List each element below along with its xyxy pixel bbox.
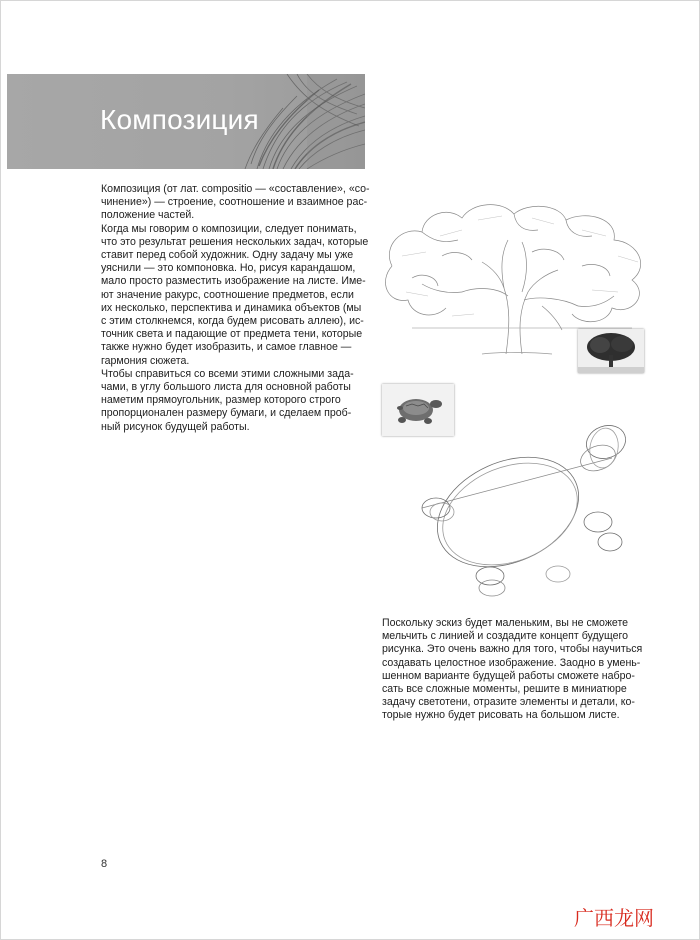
page-number: 8 bbox=[101, 858, 108, 870]
text-line: Поскольку эскиз будет маленьким, вы не сможете bbox=[382, 617, 629, 629]
text-line: мельчить с линией и создадите концепт будущего bbox=[382, 630, 628, 643]
text-line: пропорционален размеру бумаги, и сделаем проб- bbox=[101, 407, 352, 420]
text-line: создавать целостное изображение. Заодно в умень- bbox=[382, 656, 641, 669]
text-line: точник света и падающие от предмета тени, которые bbox=[101, 328, 363, 341]
text-line: ный рисунок будущей работы. bbox=[101, 420, 250, 433]
text-line: шенном варианте будущей работы сможете набро- bbox=[382, 669, 635, 682]
text-line: задачу светотени, отразите элементы и детали, ко- bbox=[382, 696, 635, 709]
text-line: с этим столкнемся, когда будем рисовать аллею), ис- bbox=[101, 315, 364, 328]
text-line: Когда мы говорим о композиции, следует понимать, bbox=[101, 222, 357, 235]
text-line: сать все сложные моменты, решите в миниатюре bbox=[382, 683, 627, 696]
text-line: гармония сюжета. bbox=[101, 354, 190, 367]
text-line: положение частей. bbox=[101, 209, 195, 222]
watermark-text: 广西龙网 bbox=[574, 906, 654, 930]
text-line: Композиция (от лат. compositio — «составление», «со- bbox=[101, 183, 370, 195]
text-line: мало просто разместить изображение на листе. Име- bbox=[101, 275, 366, 288]
text-line: ют значение ракурс, соотношение предметов, если bbox=[101, 288, 354, 301]
text-line: ставит перед собой художник. Одну задачу мы уже bbox=[101, 249, 354, 262]
turtle-construction-sketch bbox=[412, 412, 636, 604]
text-line: их несколько, перспектива и динамика объектов (мы bbox=[101, 301, 362, 314]
text-line: наметим прямоугольник, размер которого строго bbox=[101, 394, 341, 407]
caption-paragraph bbox=[382, 617, 654, 723]
main-paragraphs bbox=[101, 183, 371, 434]
text-line: чами, в углу большого листа для основной работы bbox=[101, 381, 351, 394]
text-line: что это результат решения нескольких задач, которые bbox=[101, 235, 369, 248]
page-title: Композиция bbox=[100, 104, 259, 135]
text-line: уяснили — это компоновка. Но, рисуя карандашом, bbox=[101, 262, 356, 275]
text-line: также нужно будет изобразить, и самое главное — bbox=[101, 341, 352, 354]
tree-photo-illustration bbox=[578, 329, 644, 373]
text-line: торые нужно будет рисовать на большом листе. bbox=[382, 709, 620, 722]
tree-photo-thumbnail bbox=[578, 329, 644, 373]
text-line: рисунка. Это очень важно для того, чтобы научиться bbox=[382, 643, 643, 656]
text-line: Чтобы справиться со всеми этими сложными зада- bbox=[101, 367, 354, 380]
text-line: чинение») — строение, соотношение и взаимное рас- bbox=[101, 196, 368, 209]
